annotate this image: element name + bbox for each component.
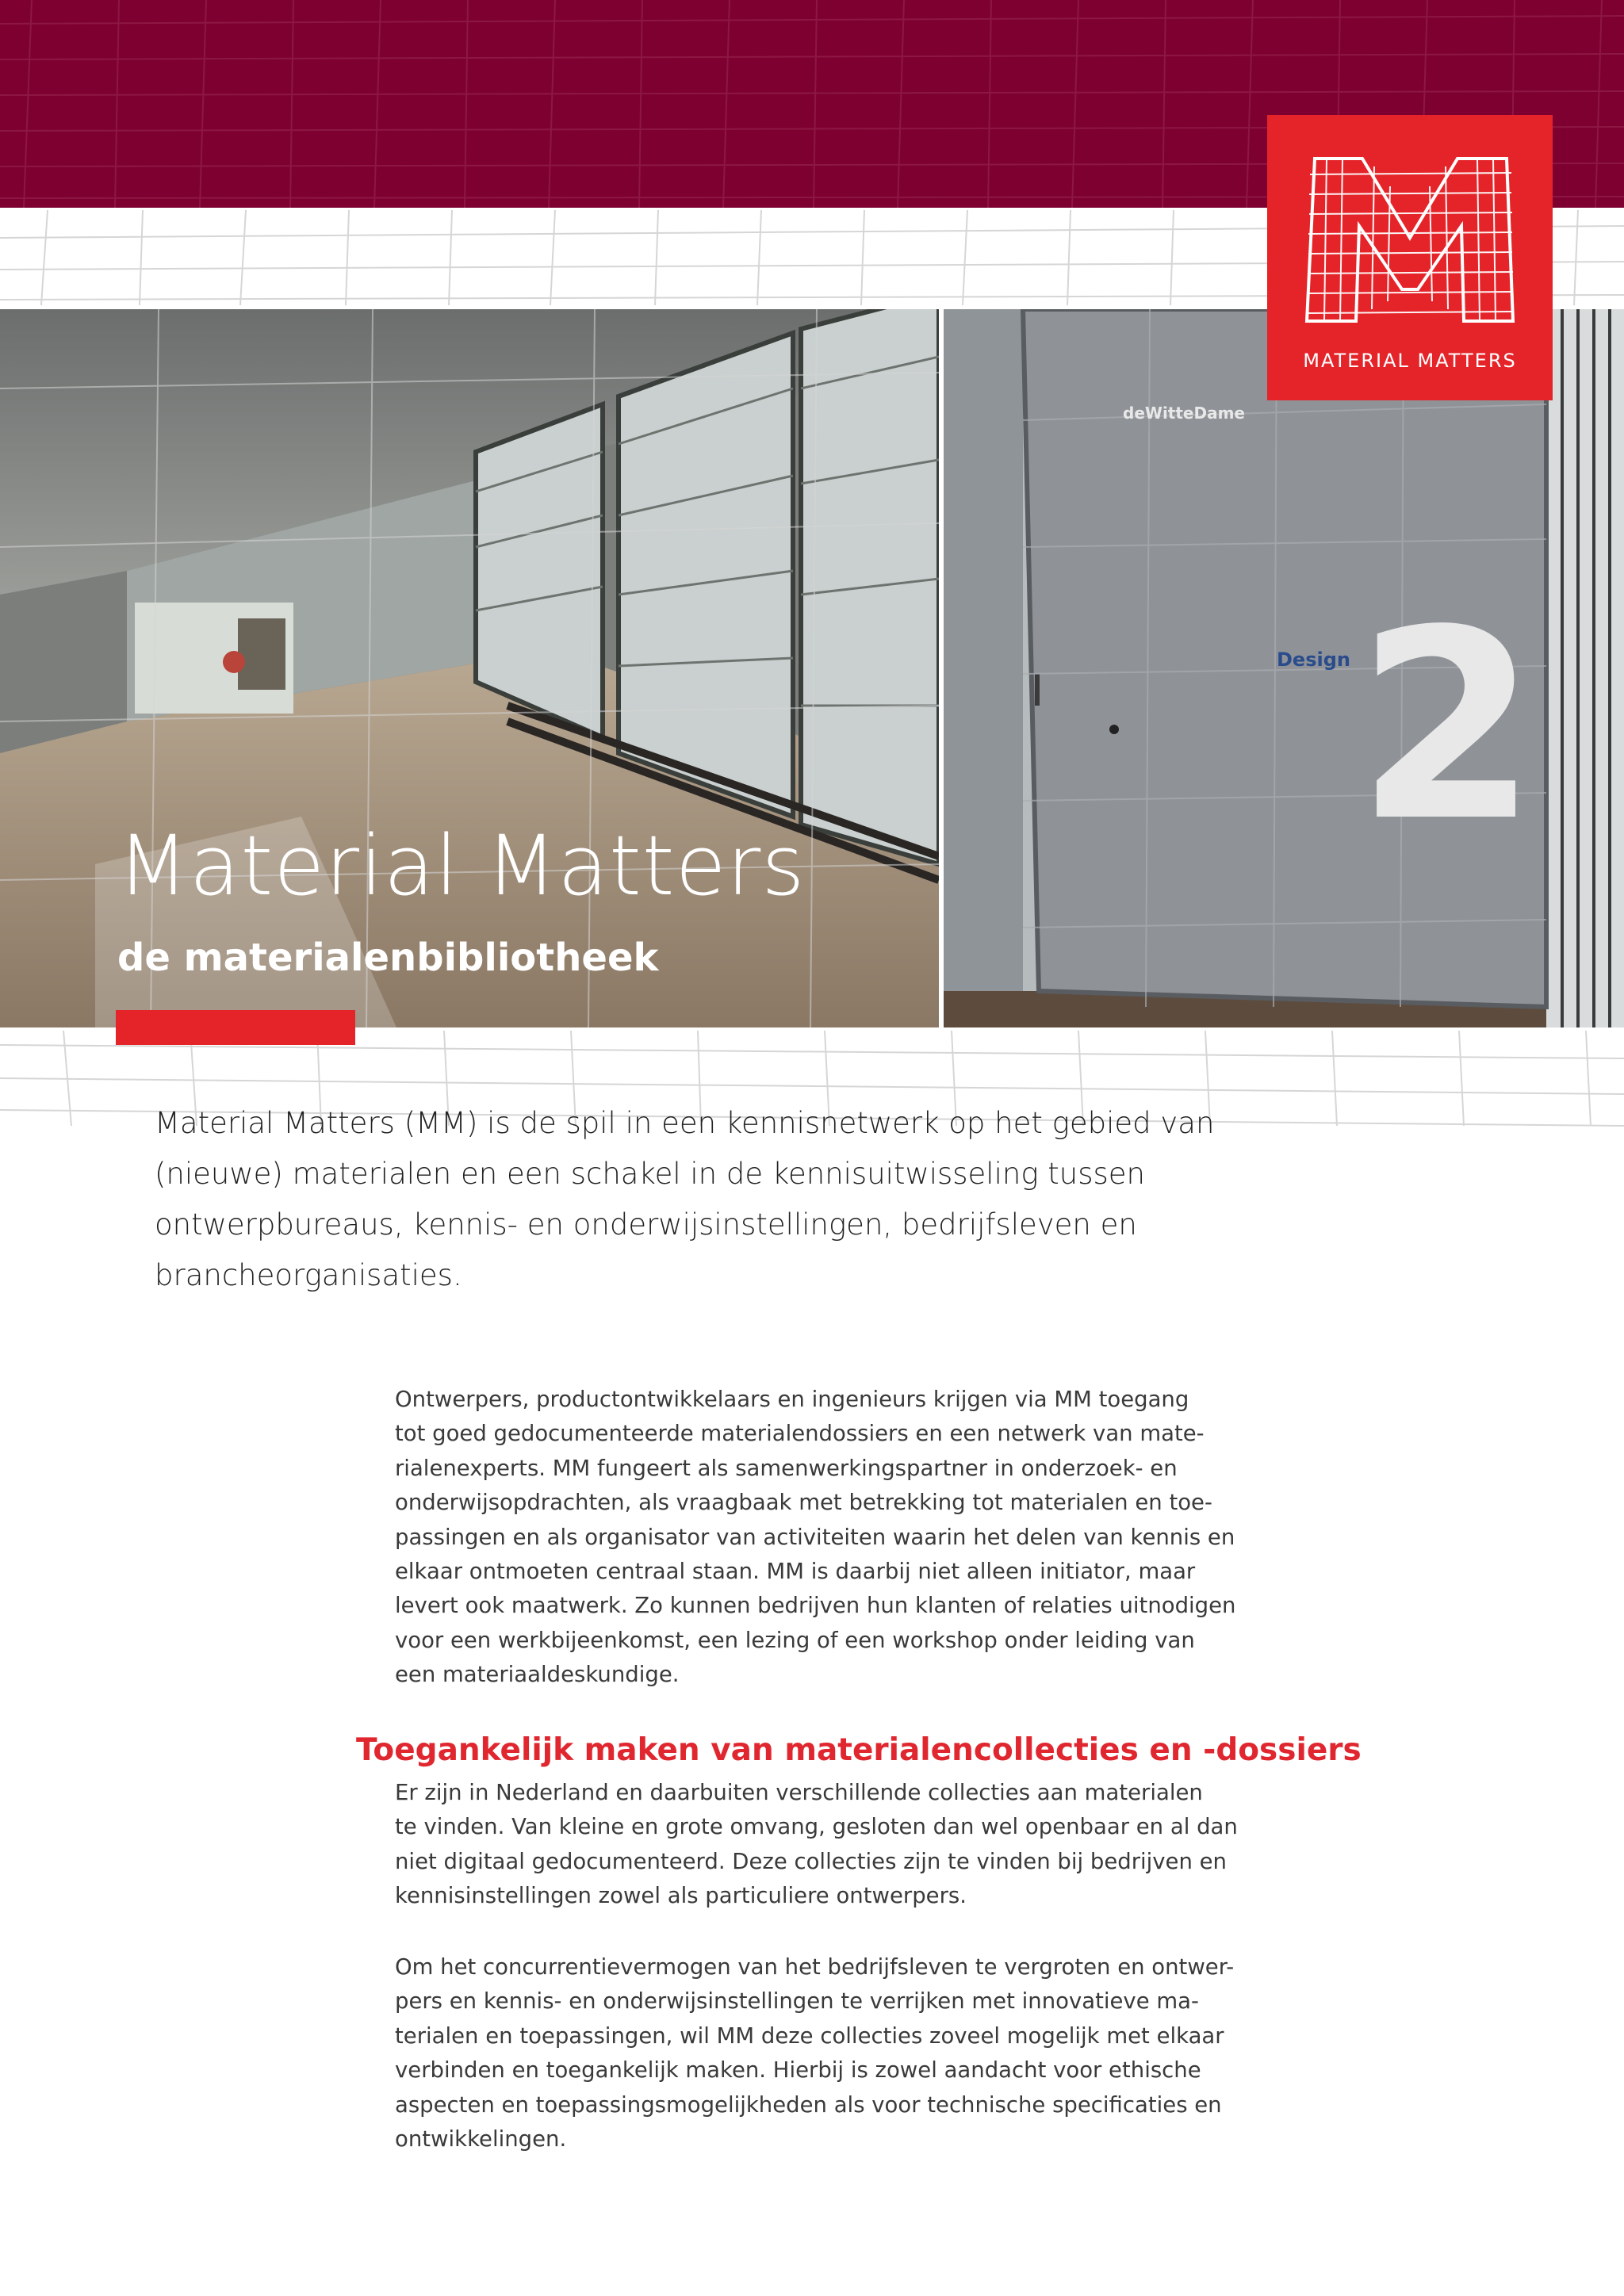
body-line: pers en kennis- en onderwijsinstellingen te verrijken met innovatieve ma- [395, 1988, 1199, 2015]
body-line: levert ook maatwerk. Zo kunnen bedrijven hun klanten of relaties uitnodigen [395, 1593, 1236, 1619]
intro-paragraph [155, 1098, 1289, 1301]
body-line: voor een werkbijeenkomst, een lezing of een workshop onder leiding van [395, 1627, 1195, 1653]
body-line: onderwijsopdrachten, als vraagbaak met betrekking tot materialen en toe- [395, 1490, 1212, 1516]
body-line: kennisinstellingen zowel als particuliere ontwerpers. [395, 1883, 967, 1909]
body-line: ontwikkelingen. [395, 2126, 567, 2152]
page-subtitle: de materialenbibliotheek [117, 936, 659, 980]
body-line: Er zijn in Nederland en daarbuiten verschillende collecties aan materialen [395, 1780, 1203, 1805]
door-sign-design: Design [1277, 649, 1350, 671]
section-heading: Toegankelijk maken van materialencollecties en -dossiers [356, 1732, 1362, 1768]
accent-bar [116, 1010, 355, 1045]
body-line: niet digitaal gedocumenteerd. Deze collecties zijn te vinden bij bedrijven en [395, 1848, 1227, 1874]
door-sign-number: 2 [1356, 574, 1538, 878]
body-paragraph-1 [395, 1383, 1283, 1693]
intro-line: ontwerpbureaus, kennis- en onderwijsinstellingen, bedrijfsleven en [155, 1207, 1137, 1242]
body-line: te vinden. Van kleine en grote omvang, gesloten dan wel openbaar en al dan [395, 1814, 1238, 1840]
intro-line: brancheorganisaties. [155, 1258, 462, 1292]
logo-wordmark: MATERIAL MATTERS [1303, 350, 1517, 372]
page-title: Material Matters [117, 817, 806, 914]
body-line: elkaar ontmoeten centraal staan. MM is daarbij niet alleen initiator, maar [395, 1559, 1196, 1585]
body-paragraph-3 [395, 1950, 1283, 2156]
hero-photo-door [944, 309, 1624, 1027]
intro-line: Material Matters (MM) is de spil in een kennisnetwerk op het gebied van [155, 1106, 1215, 1140]
hero-photo-corridor [0, 309, 939, 1027]
logo-m-mark [1299, 151, 1521, 333]
body-paragraph-2 [395, 1776, 1283, 1914]
body-line: passingen en als organisator van activiteiten waarin het delen van kennis en [395, 1524, 1235, 1550]
body-line: Om het concurrentievermogen van het bedrijfsleven te vergroten en ontwer- [395, 1954, 1235, 1980]
intro-line: (nieuwe) materialen en een schakel in de kennisuitwisseling tussen [155, 1157, 1146, 1191]
body-line: tot goed gedocumenteerde materialendossiers en een netwerk van mate- [395, 1421, 1205, 1447]
material-matters-logo [1267, 115, 1553, 400]
body-line: een materiaaldeskundige. [395, 1662, 680, 1688]
body-line: aspecten en toepassingsmogelijkheden als voor technische specificaties en [395, 2091, 1222, 2118]
body-line: terialen en toepassingen, wil MM deze collecties zoveel mogelijk met elkaar [395, 2022, 1224, 2049]
door-sign-text: deWitteDame [1123, 404, 1245, 423]
body-line: rialenexperts. MM fungeert als samenwerkingspartner in onderzoek- en [395, 1455, 1178, 1481]
body-line: verbinden en toegankelijk maken. Hierbij is zowel aandacht voor ethische [395, 2057, 1201, 2084]
body-line: Ontwerpers, productontwikkelaars en ingenieurs krijgen via MM toegang [395, 1387, 1189, 1412]
